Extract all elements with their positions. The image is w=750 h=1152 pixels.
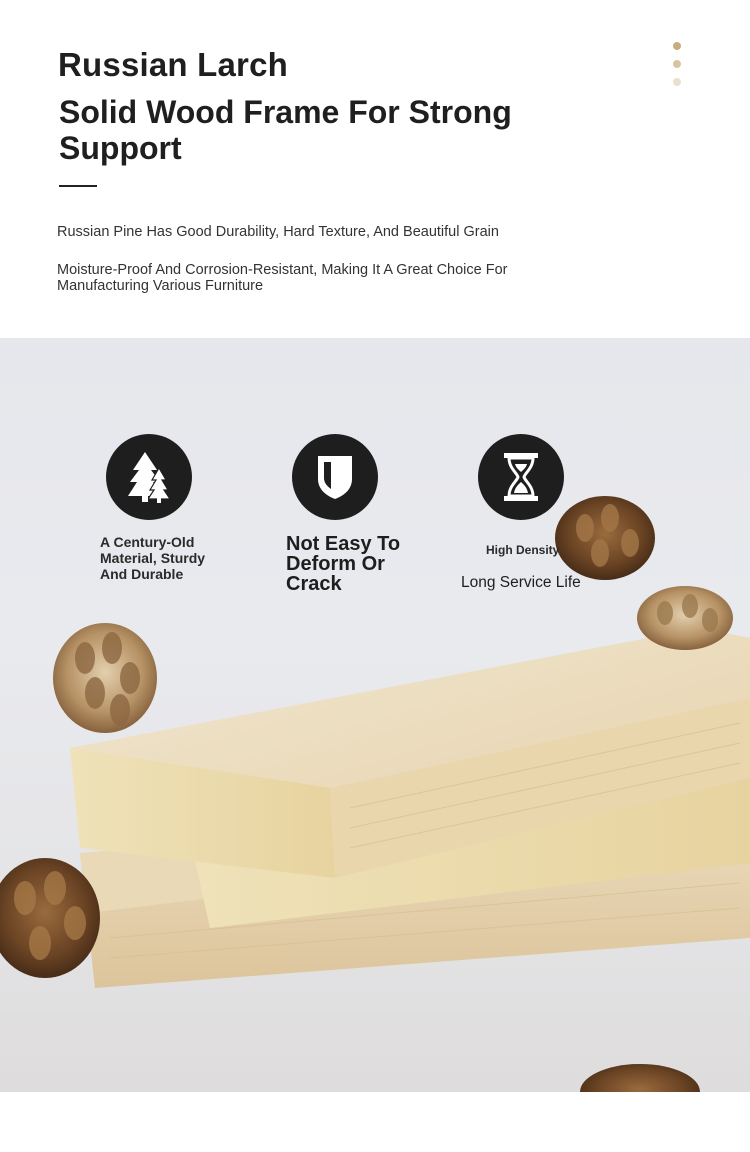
pine-tree-icon <box>127 450 171 504</box>
product-photo <box>0 338 750 1092</box>
pine-cone-left <box>53 623 157 733</box>
title-divider <box>59 185 97 187</box>
feature-icon-density <box>478 434 564 520</box>
feature-label-durable: Not Easy To Deform Or Crack <box>286 533 401 595</box>
feature-icon-durable <box>292 434 378 520</box>
indicator-dot-1[interactable] <box>673 42 681 50</box>
bottom-spacer <box>0 1092 750 1152</box>
feature-sublabel-service-life: Long Service Life <box>461 574 581 591</box>
indicator-dot-2[interactable] <box>673 60 681 68</box>
page-subtitle: Solid Wood Frame For Strong Support <box>59 94 512 166</box>
pine-cone-right-top <box>555 496 655 580</box>
feature-label-density: High Density <box>486 543 560 557</box>
hourglass-icon <box>502 452 540 502</box>
wood-planks-illustration <box>0 338 750 1092</box>
pine-cone-bottom-right <box>580 1064 700 1092</box>
shield-icon <box>315 453 355 501</box>
feature-label-century: A Century-Old Material, Sturdy And Durable <box>100 534 206 582</box>
page-title: Russian Larch <box>58 46 289 83</box>
description-line-1: Russian Pine Has Good Durability, Hard Texture, And Beautiful Grain <box>57 224 499 240</box>
feature-icon-century <box>106 434 192 520</box>
carousel-indicator[interactable] <box>673 42 683 96</box>
indicator-dot-3[interactable] <box>673 78 681 86</box>
pine-cone-right-middle <box>637 586 733 650</box>
description-line-2: Moisture-Proof And Corrosion-Resistant, Making It A Great Choice For Manufacturing Various Furniture <box>57 262 508 294</box>
intro-section <box>0 0 750 338</box>
